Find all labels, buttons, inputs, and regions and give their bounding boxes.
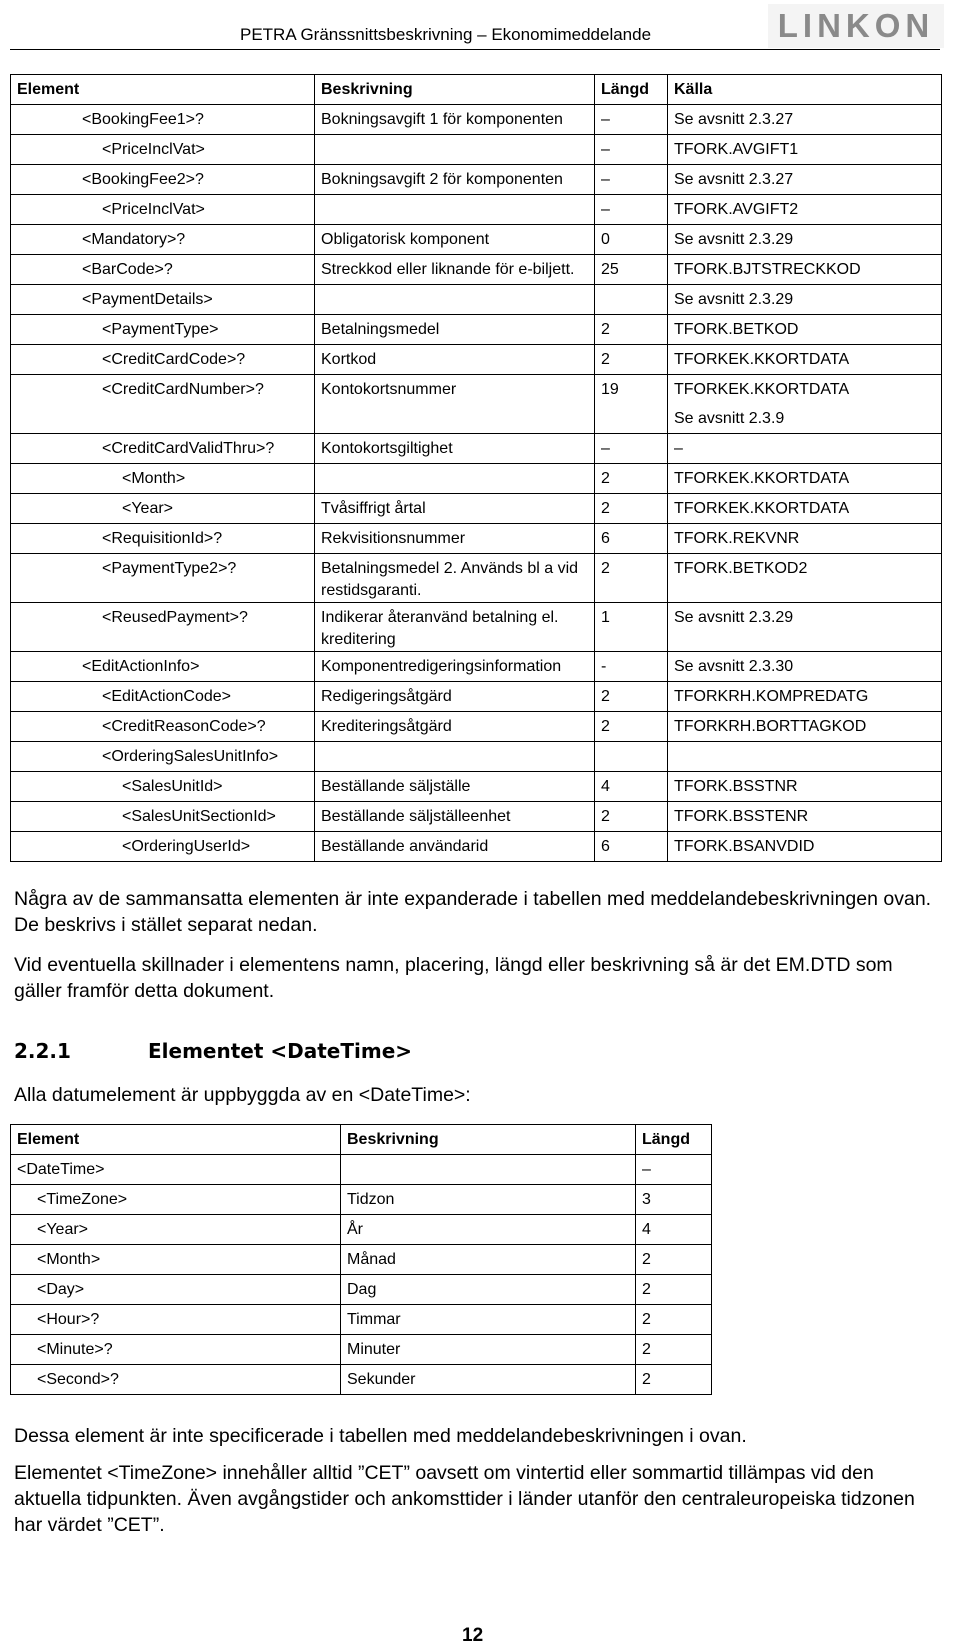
description-cell: Beställande säljställeenhet (315, 802, 595, 832)
element-cell: <Year> (11, 494, 315, 524)
description-cell: Obligatorisk komponent (315, 225, 595, 255)
table-row (11, 772, 942, 802)
element-cell: <OrderingSalesUnitInfo> (11, 742, 315, 772)
description-cell: Betalningsmedel (315, 315, 595, 345)
description-cell: Sekunder (341, 1365, 636, 1395)
source-cell: – (668, 434, 942, 464)
section-number: 2.2.1 (14, 1039, 71, 1063)
source-line: Se avsnitt 2.3.9 (674, 410, 785, 427)
source-cell (668, 603, 942, 652)
description-cell (341, 1155, 636, 1185)
table-row (11, 1305, 712, 1335)
length-cell (595, 742, 668, 772)
element-cell: <EditActionCode> (11, 682, 315, 712)
table-row (11, 135, 942, 165)
table-row (11, 285, 942, 315)
description-cell: Månad (341, 1245, 636, 1275)
table-row (11, 802, 942, 832)
source-cell: Se avsnitt 2.3.30 (668, 652, 942, 682)
element-cell: <Day> (11, 1275, 341, 1305)
element-table-body (11, 105, 942, 862)
source-cell: TFORKRH.KOMPREDATG (668, 682, 942, 712)
paragraph-datetime-intro: Alla datumelement är uppbyggda av en <DateTime>: (14, 1084, 471, 1106)
table-row (11, 524, 942, 554)
table-row (11, 494, 942, 524)
length-cell (595, 554, 668, 603)
source-cell (668, 375, 942, 434)
description-cell: Dag (341, 1275, 636, 1305)
source-cell: TFORKEK.KKORTDATA (668, 494, 942, 524)
source-cell: Se avsnitt 2.3.27 (668, 165, 942, 195)
col-header-description: Beskrivning (341, 1125, 636, 1155)
description-cell: Beställande säljställe (315, 772, 595, 802)
description-cell: Bokningsavgift 2 för komponenten (315, 165, 595, 195)
length-cell: 2 (636, 1335, 712, 1365)
element-cell: <PaymentDetails> (11, 285, 315, 315)
datetime-table-body (11, 1155, 712, 1395)
description-cell: Timmar (341, 1305, 636, 1335)
table-row (11, 1335, 712, 1365)
length-cell: 2 (595, 712, 668, 742)
length-cell: 2 (595, 345, 668, 375)
description-cell: Tvåsiffrigt årtal (315, 494, 595, 524)
length-cell: 2 (595, 315, 668, 345)
table-row (11, 1275, 712, 1305)
length-cell: 2 (636, 1365, 712, 1395)
col-header-length: Längd (636, 1125, 712, 1155)
datetime-table (10, 1124, 712, 1395)
table-row (11, 652, 942, 682)
element-cell: <PriceInclVat> (11, 135, 315, 165)
length-cell-text: 2 (601, 560, 610, 577)
table-row (11, 832, 942, 862)
table-row (11, 255, 942, 285)
element-cell: <PaymentType> (11, 315, 315, 345)
table-row (11, 1245, 712, 1275)
length-cell: 2 (595, 494, 668, 524)
length-cell (595, 285, 668, 315)
length-cell: – (595, 105, 668, 135)
source-cell: Se avsnitt 2.3.29 (668, 285, 942, 315)
description-cell: År (341, 1215, 636, 1245)
paragraph-timezone: Elementet <TimeZone> innehåller alltid ”CET” oavsett om vintertid eller sommartid tillämpas vid den aktuella tidpunkten. Även avgångstider och ankomsttider i länder utanför den centraleuropeiska tidzonen har värdet ”CET”. (14, 1462, 915, 1536)
length-cell: 3 (636, 1185, 712, 1215)
source-cell (668, 554, 942, 603)
length-cell: 4 (636, 1215, 712, 1245)
table-row (11, 554, 942, 603)
element-cell: <Month> (11, 464, 315, 494)
element-cell: <Second>? (11, 1365, 341, 1395)
table-row (11, 1365, 712, 1395)
table-row (11, 315, 942, 345)
length-cell: 2 (636, 1305, 712, 1335)
length-cell: - (595, 652, 668, 682)
description-cell: Streckkod eller liknande för e-biljett. (315, 255, 595, 285)
table-header-row (11, 75, 942, 105)
description-cell (315, 135, 595, 165)
description-cell: Tidzon (341, 1185, 636, 1215)
source-cell-text: Se avsnitt 2.3.29 (674, 609, 794, 626)
element-cell: <DateTime> (11, 1155, 341, 1185)
element-cell (11, 554, 315, 603)
source-cell: TFORK.BSSTNR (668, 772, 942, 802)
source-cell: TFORKEK.KKORTDATA (668, 464, 942, 494)
element-cell: <CreditCardValidThru>? (11, 434, 315, 464)
element-cell: <PriceInclVat> (11, 195, 315, 225)
length-cell: 2 (636, 1245, 712, 1275)
section-title: Elementet <DateTime> (148, 1039, 413, 1063)
col-header-element: Element (11, 75, 315, 105)
length-cell: 2 (595, 802, 668, 832)
header-divider (10, 49, 940, 50)
description-cell-text: Betalningsmedel 2. Används bl a vid restidsgaranti. (321, 560, 579, 599)
element-cell: <Hour>? (11, 1305, 341, 1335)
length-cell: – (636, 1155, 712, 1185)
length-cell: 4 (595, 772, 668, 802)
length-cell: 2 (595, 464, 668, 494)
length-cell (595, 603, 668, 652)
linkon-logo (768, 4, 944, 48)
length-cell: – (595, 434, 668, 464)
table-row (11, 682, 942, 712)
description-cell: Komponentredigeringsinformation (315, 652, 595, 682)
element-cell: <TimeZone> (11, 1185, 341, 1215)
table-row (11, 105, 942, 135)
table-row (11, 712, 942, 742)
description-cell: Beställande användarid (315, 832, 595, 862)
page-header (0, 0, 960, 50)
col-header-length: Längd (595, 75, 668, 105)
source-cell: Se avsnitt 2.3.27 (668, 105, 942, 135)
paragraph-note: Några av de sammansatta elementen är inte expanderade i tabellen med meddelandebeskrivningen ovan. De beskrivs i stället separat nedan. (14, 888, 932, 936)
source-cell-text: TFORK.BETKOD2 (674, 560, 808, 577)
length-cell: 19 (595, 375, 668, 434)
description-cell (315, 554, 595, 603)
element-cell-text: <PaymentType2>? (102, 560, 237, 577)
description-cell: Redigeringsåtgärd (315, 682, 595, 712)
element-cell: <BookingFee2>? (11, 165, 315, 195)
source-cell: TFORK.REKVNR (668, 524, 942, 554)
length-cell: – (595, 135, 668, 165)
description-cell (315, 603, 595, 652)
length-cell: 2 (595, 682, 668, 712)
length-cell: 0 (595, 225, 668, 255)
element-cell: <RequisitionId>? (11, 524, 315, 554)
element-cell: <Year> (11, 1215, 341, 1245)
section-heading (14, 1039, 412, 1063)
table-row (11, 1215, 712, 1245)
element-cell: <OrderingUserId> (11, 832, 315, 862)
description-cell (315, 742, 595, 772)
element-cell: <SalesUnitId> (11, 772, 315, 802)
source-cell: Se avsnitt 2.3.29 (668, 225, 942, 255)
length-cell: – (595, 195, 668, 225)
length-cell: 2 (636, 1275, 712, 1305)
source-cell: TFORK.BSSTENR (668, 802, 942, 832)
source-cell: TFORK.BSANVDID (668, 832, 942, 862)
table-row (11, 603, 942, 652)
table-row (11, 375, 942, 434)
element-cell: <CreditReasonCode>? (11, 712, 315, 742)
table-row (11, 1185, 712, 1215)
length-cell-text: 1 (601, 609, 610, 626)
element-cell: <CreditCardNumber>? (11, 375, 315, 434)
col-header-element: Element (11, 1125, 341, 1155)
element-cell: <BookingFee1>? (11, 105, 315, 135)
source-cell: TFORKEK.KKORTDATA (668, 345, 942, 375)
description-cell: Kortkod (315, 345, 595, 375)
paragraph-not-specified: Dessa element är inte specificerade i tabellen med meddelandebeskrivningen i ovan. (14, 1425, 747, 1447)
table-row (11, 165, 942, 195)
description-cell: Bokningsavgift 1 för komponenten (315, 105, 595, 135)
table-header-row (11, 1125, 712, 1155)
element-cell: <SalesUnitSectionId> (11, 802, 315, 832)
element-cell: <EditActionInfo> (11, 652, 315, 682)
table-row (11, 464, 942, 494)
description-cell (315, 195, 595, 225)
logo-text: LINKON (768, 4, 944, 48)
source-line: TFORKEK.KKORTDATA (674, 381, 850, 398)
element-cell: <BarCode>? (11, 255, 315, 285)
description-cell (315, 285, 595, 315)
source-cell: TFORK.AVGIFT2 (668, 195, 942, 225)
element-cell: <Minute>? (11, 1335, 341, 1365)
document-title: PETRA Gränssnittsbeskrivning – Ekonomimeddelande (240, 25, 652, 44)
description-cell (315, 464, 595, 494)
element-table (10, 74, 942, 862)
description-cell: Kontokortsgiltighet (315, 434, 595, 464)
element-cell: <Mandatory>? (11, 225, 315, 255)
paragraph-dtd-precedence: Vid eventuella skillnader i elementens namn, placering, längd eller beskrivning så är det EM.DTD som gäller framför detta dokument. (14, 954, 893, 1002)
element-cell (11, 603, 315, 652)
col-header-description: Beskrivning (315, 75, 595, 105)
page-number: 12 (462, 1625, 484, 1646)
table-row (11, 195, 942, 225)
description-cell: Minuter (341, 1335, 636, 1365)
table-row (11, 1155, 712, 1185)
source-cell: TFORK.AVGIFT1 (668, 135, 942, 165)
col-header-source: Källa (668, 75, 942, 105)
table-row (11, 225, 942, 255)
description-cell: Kontokortsnummer (315, 375, 595, 434)
source-cell: TFORK.BETKOD (668, 315, 942, 345)
source-cell: TFORK.BJTSTRECKKOD (668, 255, 942, 285)
length-cell: 6 (595, 832, 668, 862)
element-cell: <CreditCardCode>? (11, 345, 315, 375)
source-cell: TFORKRH.BORTTAGKOD (668, 712, 942, 742)
description-cell-text: Indikerar återanvänd betalning el. kreditering (321, 609, 559, 648)
length-cell: 6 (595, 524, 668, 554)
description-cell: Krediteringsåtgärd (315, 712, 595, 742)
length-cell: 25 (595, 255, 668, 285)
table-row (11, 345, 942, 375)
length-cell: – (595, 165, 668, 195)
table-row (11, 742, 942, 772)
source-cell (668, 742, 942, 772)
element-cell: <Month> (11, 1245, 341, 1275)
table-row (11, 434, 942, 464)
element-cell-text: <ReusedPayment>? (102, 609, 248, 626)
description-cell: Rekvisitionsnummer (315, 524, 595, 554)
